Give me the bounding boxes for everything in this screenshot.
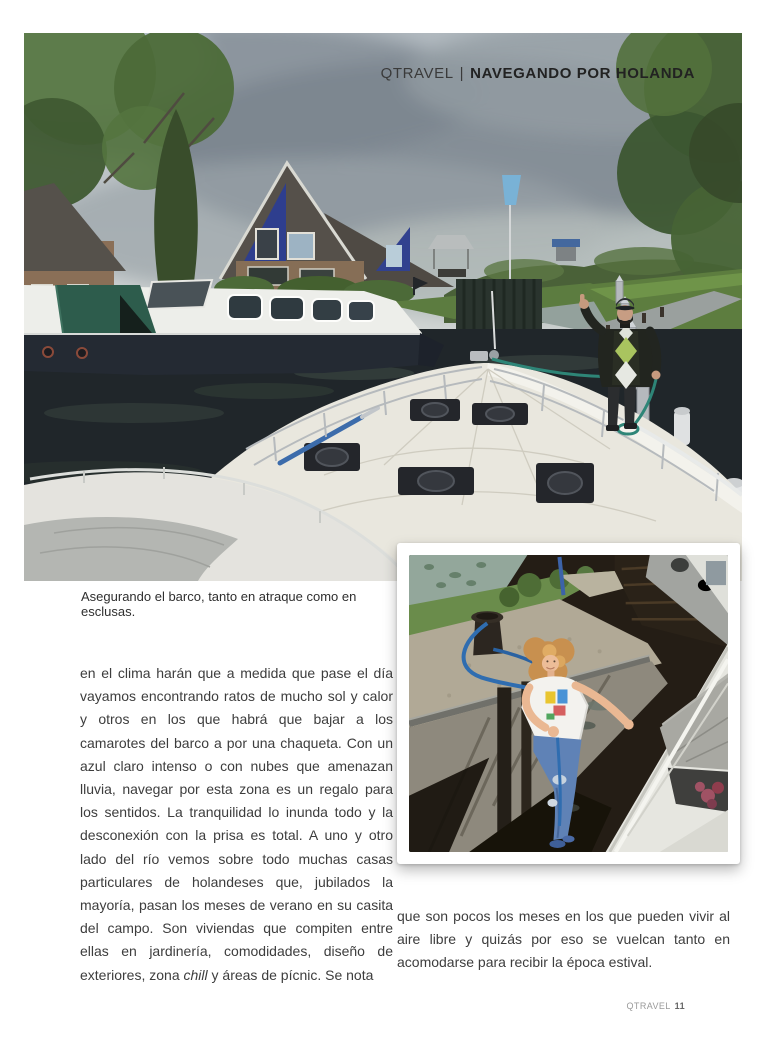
- header-section-title: NAVEGANDO POR HOLANDA: [470, 65, 695, 82]
- inset-photo-scene: [409, 555, 728, 852]
- left-column-text: en el clima harán que a medida que pase el día vayamos encontrando ratos de mucho sol y calor y otros en los que habrá que bajar a los camarotes del barco a por una chaqueta. Con un azul claro intenso o con nubes que amenazan lluvia, navegar por esta zona es un regalo para los sentidos. La tranquilidad lo inunda todo y la desconexión con la prisa es total. A uno y otro lado del río vemos sobre todo muchas casas particulares de holandeses que, jubilados la mayoría, pasan los meses de verano en su casita del campo. Son viviendas que compiten entre ellas en jardinería, comodidades, diseño de exteriores, zona: [80, 665, 393, 983]
- inset-photo: [397, 543, 740, 864]
- left-column-italic-word: chill: [183, 966, 208, 983]
- header-separator: |: [459, 65, 465, 82]
- photo-caption: Asegurando el barco, tanto en atraque como en esclusas.: [81, 589, 357, 619]
- article-right-column: que son pocos los meses en los que pueden vivir al aire libre y quizás por eso se vuelcan tanto en acomodarse para recibir la época estival.: [397, 908, 730, 971]
- header-brand: QTRAVEL: [380, 65, 454, 82]
- page-footer: [627, 1001, 685, 1011]
- main-photo-scene: [24, 33, 742, 581]
- footer-brand: QTRAVEL: [626, 1001, 671, 1011]
- left-column-text-end: y áreas de pícnic. Se nota: [207, 966, 374, 983]
- main-photo: [24, 33, 742, 581]
- footer-page-number: 11: [674, 1001, 685, 1011]
- article-left-column: [80, 662, 393, 987]
- page-header: [381, 65, 695, 82]
